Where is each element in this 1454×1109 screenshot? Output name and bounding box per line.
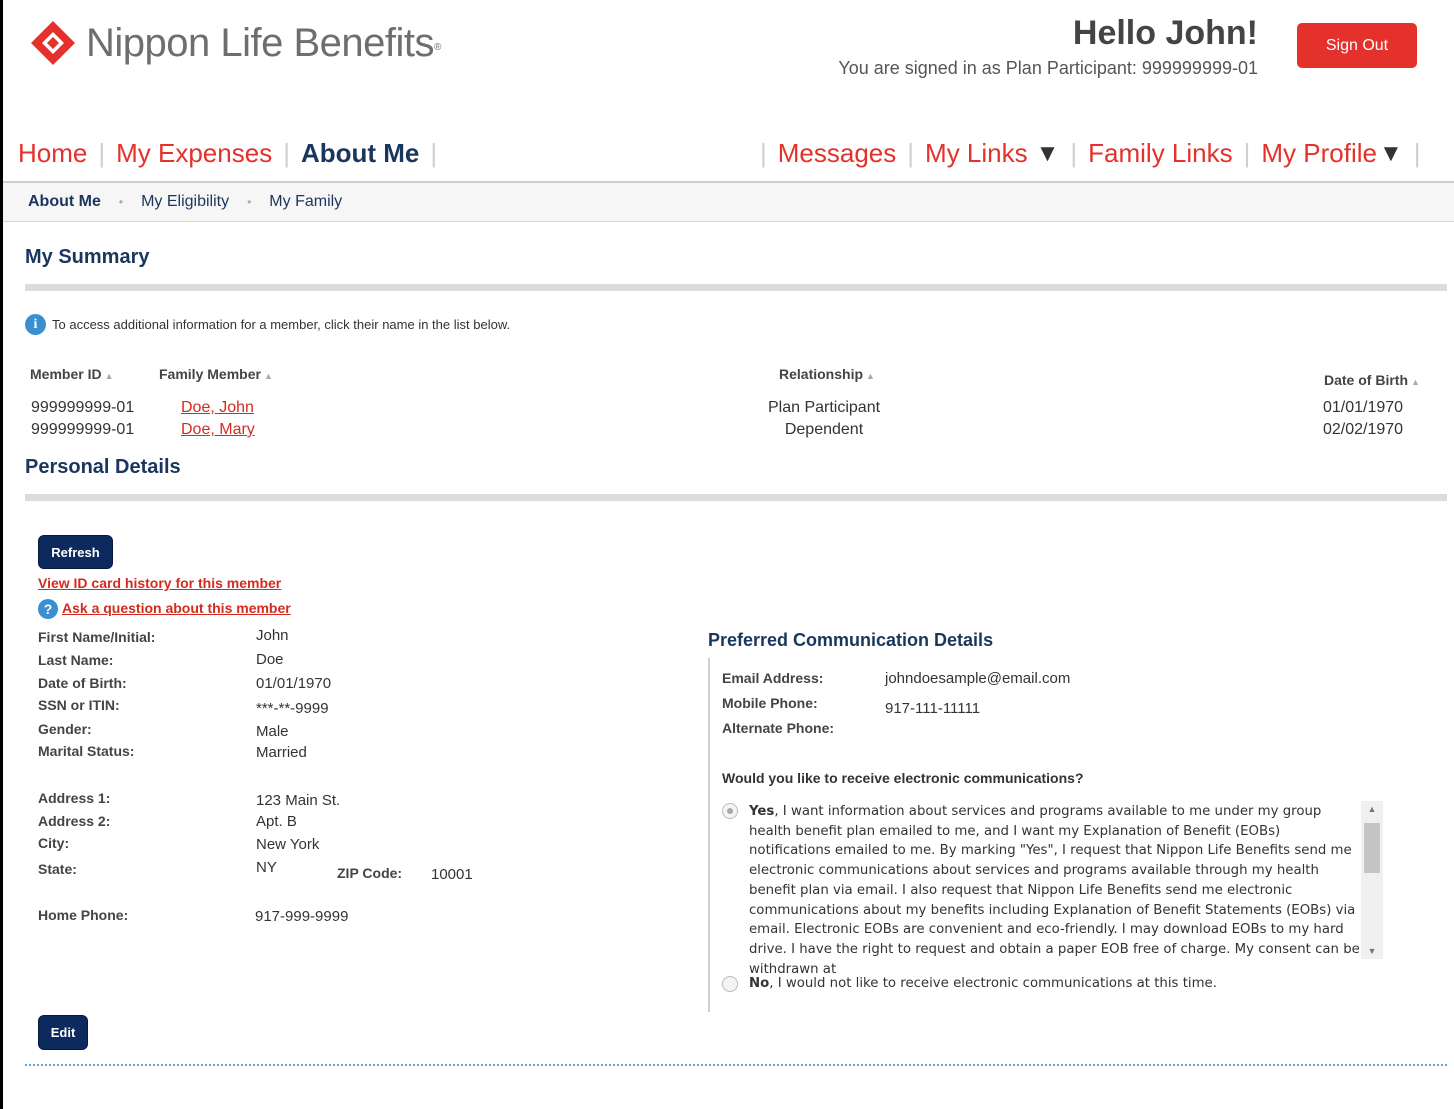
col-member-id[interactable]: Member ID ▲ bbox=[30, 366, 114, 382]
value-dob: 01/01/1970 bbox=[256, 675, 332, 692]
scroll-down-icon[interactable]: ▼ bbox=[1367, 946, 1377, 956]
sort-icon[interactable]: ▲ bbox=[866, 371, 875, 381]
row2-dob: 02/02/1970 bbox=[1323, 421, 1404, 438]
subnav-dot: • bbox=[247, 195, 252, 209]
info-message bbox=[25, 314, 510, 335]
sort-icon[interactable]: ▲ bbox=[263, 371, 273, 381]
row1-member-id: 999999999-01 bbox=[31, 399, 135, 416]
nav-my-profile[interactable]: My Profile bbox=[1261, 138, 1377, 168]
row1-relationship: Plan Participant bbox=[767, 399, 881, 416]
edit-button[interactable]: Edit bbox=[38, 1015, 88, 1050]
row2-member-id: 999999999-01 bbox=[31, 421, 135, 438]
value-zip: 10001 bbox=[431, 866, 473, 883]
bottom-divider bbox=[25, 1064, 1447, 1066]
section-divider bbox=[25, 284, 1447, 291]
label-address1: Address 1: bbox=[38, 790, 111, 806]
greeting: Hello John! bbox=[1072, 14, 1258, 52]
nav-my-expenses[interactable]: My Expenses bbox=[116, 138, 273, 168]
value-marital-status: Married bbox=[256, 744, 307, 761]
subnav-my-eligibility[interactable]: My Eligibility bbox=[141, 193, 230, 210]
value-address1: 123 Main St. bbox=[256, 792, 341, 809]
col-relationship[interactable]: Relationship ▲ bbox=[779, 366, 875, 382]
value-ssn: ***-**-9999 bbox=[256, 700, 329, 717]
value-email: johndoesample@email.com bbox=[885, 670, 1071, 687]
subnav-dot: • bbox=[118, 195, 124, 209]
sort-icon[interactable]: ▲ bbox=[104, 371, 114, 381]
label-first-name: First Name/Initial: bbox=[38, 629, 156, 645]
ask-question-link[interactable]: Ask a question about this member bbox=[62, 600, 291, 616]
label-gender: Gender: bbox=[38, 721, 92, 737]
my-summary-title: My Summary bbox=[25, 246, 150, 268]
label-marital-status: Marital Status: bbox=[38, 743, 135, 759]
nav-separator: | bbox=[98, 138, 106, 168]
info-icon: i bbox=[25, 314, 46, 335]
value-state: NY bbox=[256, 859, 277, 876]
brand-logo[interactable] bbox=[30, 20, 441, 66]
label-home-phone: Home Phone: bbox=[38, 907, 129, 923]
nav-home[interactable]: Home bbox=[18, 138, 88, 168]
value-address2: Apt. B bbox=[256, 813, 297, 830]
my-links-dropdown-icon[interactable]: ▼ bbox=[1035, 139, 1060, 167]
value-last-name: Doe bbox=[256, 651, 284, 668]
label-ssn: SSN or ITIN: bbox=[38, 697, 120, 713]
label-city: City: bbox=[38, 835, 70, 851]
radio-no[interactable] bbox=[722, 976, 738, 992]
value-home-phone: 917-999-9999 bbox=[255, 908, 349, 925]
row1-dob: 01/01/1970 bbox=[1323, 399, 1404, 416]
label-alternate-phone: Alternate Phone: bbox=[722, 720, 835, 736]
id-card-history-link[interactable]: View ID card history for this member bbox=[38, 575, 282, 591]
logo-diamond-icon bbox=[30, 20, 76, 66]
scroll-thumb[interactable] bbox=[1364, 823, 1380, 873]
nav-separator: | bbox=[1243, 138, 1251, 168]
section-divider bbox=[25, 494, 1447, 501]
value-first-name: John bbox=[256, 627, 289, 644]
sort-icon[interactable]: ▲ bbox=[1411, 377, 1420, 387]
label-zip: ZIP Code: bbox=[337, 865, 403, 881]
communication-border bbox=[708, 658, 710, 1012]
main-nav-right bbox=[760, 138, 1432, 169]
value-gender: Male bbox=[256, 723, 289, 740]
nav-separator: | bbox=[430, 138, 438, 168]
nav-separator: | bbox=[1413, 138, 1421, 168]
nav-about-me[interactable]: About Me bbox=[300, 138, 420, 168]
subnav-about-me[interactable]: About Me bbox=[28, 193, 101, 210]
col-family-member[interactable]: Family Member ▲ bbox=[159, 366, 273, 382]
nav-messages[interactable]: Messages bbox=[777, 138, 897, 168]
nav-separator: | bbox=[283, 138, 290, 168]
sub-nav bbox=[3, 181, 1454, 222]
label-state: State: bbox=[38, 861, 77, 877]
row2-relationship: Dependent bbox=[784, 421, 864, 438]
question-icon: ? bbox=[38, 599, 58, 619]
left-border bbox=[0, 0, 3, 1109]
consent-no-text: No, I would not like to receive electronic communications at this time. bbox=[749, 976, 1217, 991]
nav-family-links[interactable]: Family Links bbox=[1088, 138, 1233, 168]
info-text: To access additional information for a member, click their name in the list below. bbox=[52, 317, 511, 332]
nav-separator: | bbox=[907, 138, 915, 168]
subnav-my-family[interactable]: My Family bbox=[269, 193, 343, 210]
label-dob: Date of Birth: bbox=[38, 675, 127, 691]
my-profile-dropdown-icon[interactable]: ▼ bbox=[1378, 139, 1403, 167]
refresh-button[interactable]: Refresh bbox=[38, 535, 113, 569]
scroll-up-icon[interactable]: ▲ bbox=[1367, 804, 1377, 814]
nav-separator: | bbox=[1070, 138, 1078, 168]
value-mobile: 917-111-11111 bbox=[885, 700, 981, 717]
label-last-name: Last Name: bbox=[38, 652, 114, 668]
consent-yes-text: Yes, I want information about services and programs available to me under my group health benefit plan emailed to me, and I want my Explanation of Benefit (EOBs) notifications emailed to me. By marking "Yes", I request that Nippon Life Benefits send me electronic communications about services and programs available through my health benefit plan via email. I also request that Nippon Life Benefits send me electronic communications about my benefits including Explanation of Benefit Statements (EOBs) via email. Electronic EOBs are convenient and eco-friendly. I may download EOBs to my hard drive. I have the right to request and obtain a paper EOB free of charge. My consent can be withdrawn at bbox=[749, 804, 1360, 977]
nav-separator: | bbox=[760, 138, 767, 168]
main-nav-left bbox=[18, 138, 448, 169]
label-address2: Address 2: bbox=[38, 813, 111, 829]
row2-member-name-link[interactable]: Doe, Mary bbox=[181, 421, 255, 438]
nav-my-links[interactable]: My Links bbox=[925, 138, 1028, 168]
consent-scrollbar[interactable] bbox=[1361, 801, 1383, 959]
radio-yes[interactable] bbox=[722, 803, 738, 819]
personal-details-title: Personal Details bbox=[25, 456, 181, 478]
row1-member-name-link[interactable]: Doe, John bbox=[181, 399, 254, 416]
brand-reg-mark: ® bbox=[434, 41, 442, 53]
value-city: New York bbox=[256, 836, 320, 853]
label-email: Email Address: bbox=[722, 670, 824, 686]
electronic-comm-question: Would you like to receive electronic communications? bbox=[722, 770, 1084, 786]
label-mobile: Mobile Phone: bbox=[722, 695, 818, 711]
communication-title: Preferred Communication Details bbox=[708, 630, 994, 650]
brand-name: Nippon Life Benefits bbox=[86, 20, 435, 65]
signed-in-status: You are signed in as Plan Participant: 999999999-01 bbox=[838, 58, 1258, 78]
col-date-of-birth[interactable]: Date of Birth ▲ bbox=[1324, 372, 1420, 388]
sign-out-button[interactable]: Sign Out bbox=[1297, 23, 1417, 68]
